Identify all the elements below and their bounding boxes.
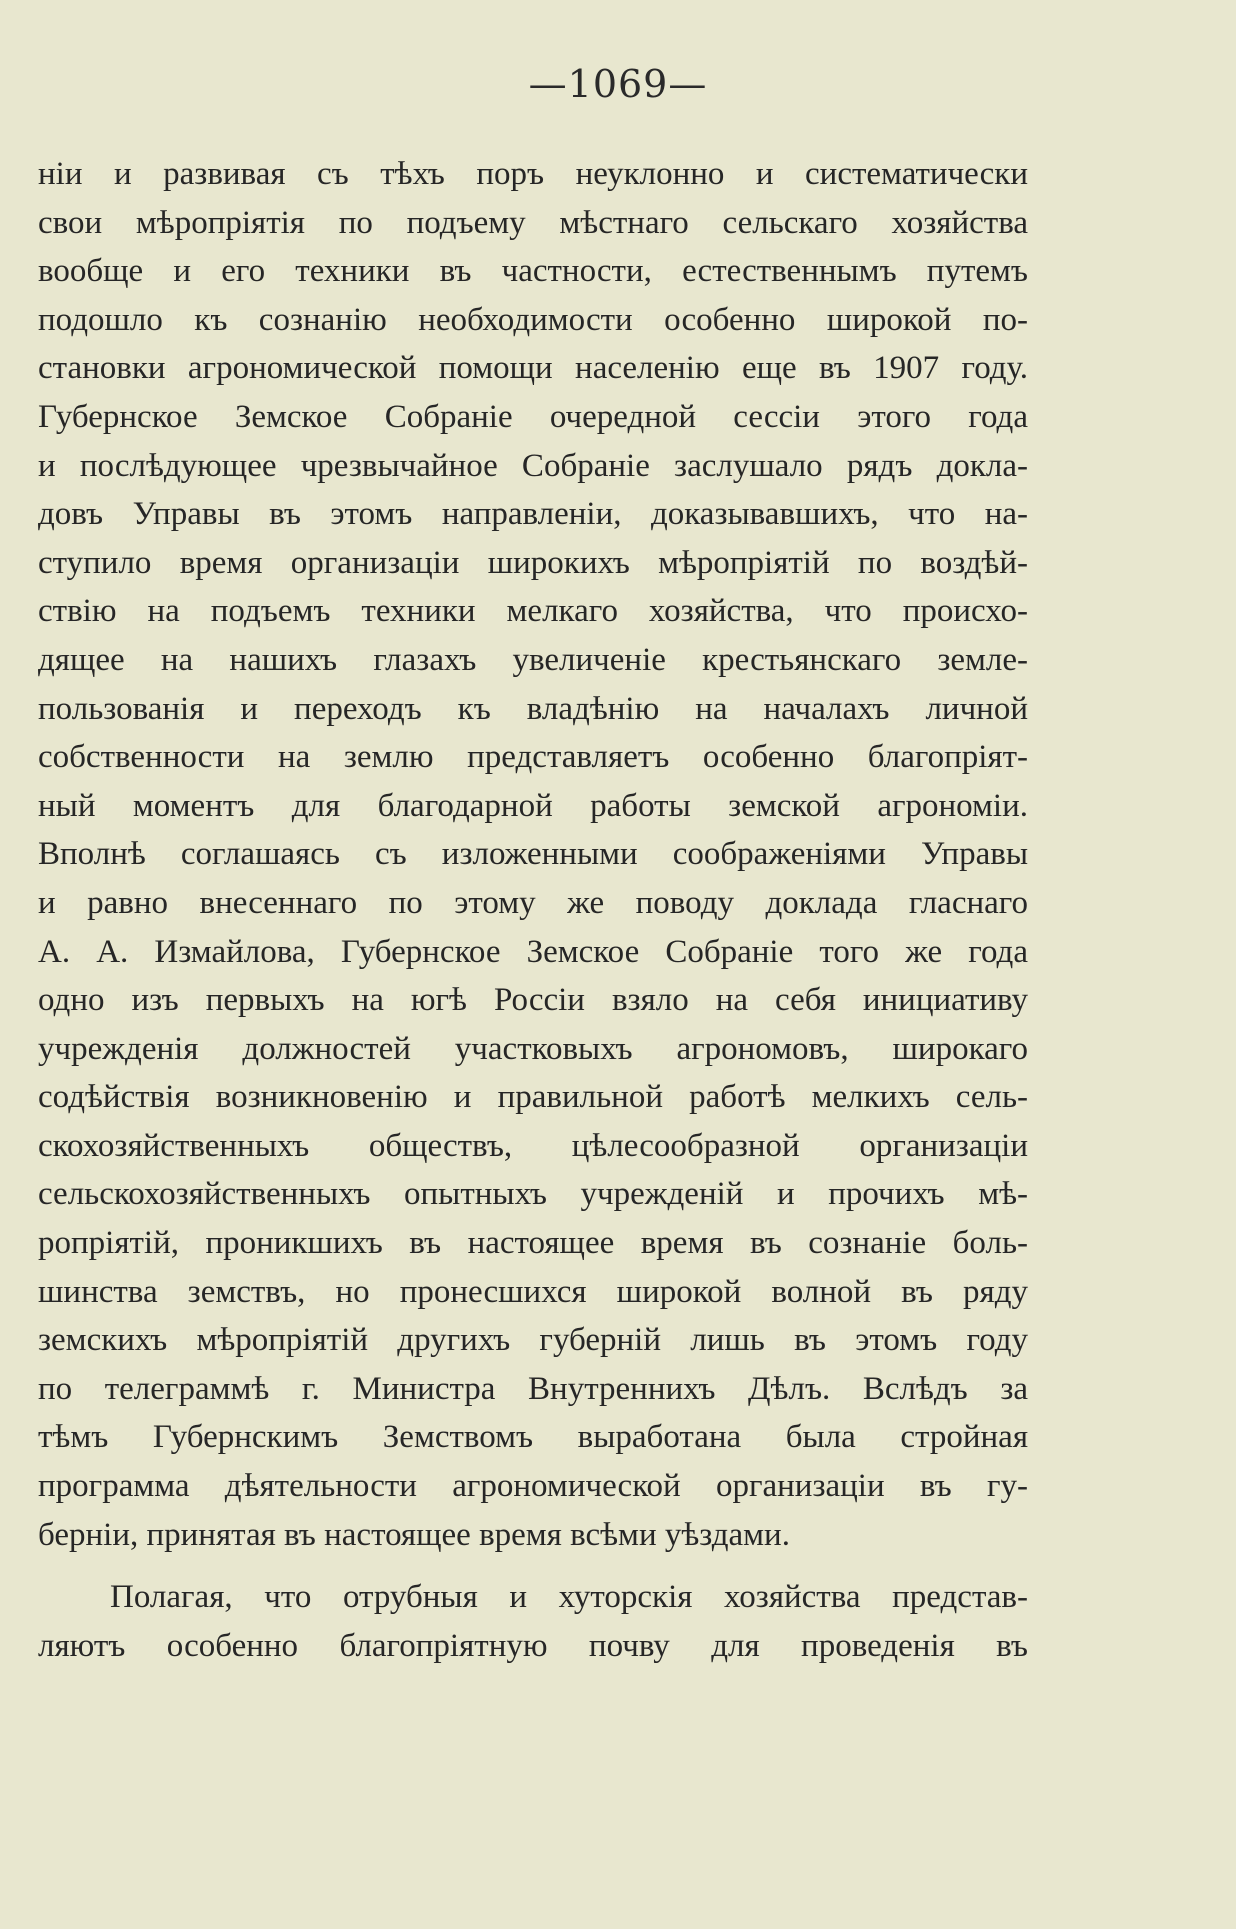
text-line: довъ Управы въ этомъ направленiи, доказывавшихъ, что на- — [38, 496, 1028, 533]
text-line: ствiю на подъемъ техники мелкаго хозяйства, что происхо- — [38, 593, 1028, 630]
text-line: тѣмъ Губернскимъ Земствомъ выработана была стройная — [38, 1419, 1028, 1456]
text-line: становки агрономической помощи населенiю еще въ 1907 году. — [38, 350, 1028, 387]
text-line: скохозяйственныхъ обществъ, цѣлесообразной организацiи — [38, 1127, 1028, 1164]
text-line: учрежденiя должностей участковыхъ агрономовъ, широкаго — [38, 1030, 1028, 1067]
paragraph-spacer — [38, 1559, 1028, 1573]
text-line: нiи и развивая съ тѣхъ поръ неуклонно и систематически — [38, 156, 1028, 192]
paragraph-1 — [38, 150, 1028, 1559]
text-line: вообще и его техники въ частности, естественнымъ путемъ — [38, 253, 1028, 290]
text-line: свои мѣропрiятiя по подъему мѣстнаго сельскаго хозяйства — [38, 204, 1028, 241]
text-line: пользованiя и переходъ къ владѣнiю на началахъ личной — [38, 690, 1028, 727]
text-line: шинства земствъ, но пронесшихся широкой волной въ ряду — [38, 1273, 1028, 1310]
body-text — [38, 150, 1028, 1670]
page-number: —1069— — [528, 62, 708, 106]
text-line: по телеграммѣ г. Министра Внутреннихъ Дѣлъ. Вслѣдъ за — [38, 1370, 1028, 1407]
text-line: дящее на нашихъ глазахъ увеличенiе крестьянскаго земле- — [38, 641, 1028, 678]
text-line: Губернское Земское Собранiе очередной сессiи этого года — [38, 398, 1028, 435]
text-line: А. А. Измайлова, Губернское Земское Собранiе того же года — [38, 933, 1028, 970]
text-line: земскихъ мѣропрiятiй другихъ губернiй лишь въ этомъ году — [38, 1322, 1028, 1359]
text-line: бернiи, принятая въ настоящее время всѣми уѣздами. — [38, 1516, 790, 1553]
text-line: подошло къ сознанiю необходимости особенно широкой по- — [38, 301, 1028, 338]
text-line: Полагая, что отрубныя и хуторскiя хозяйства представ- — [110, 1579, 1028, 1616]
text-line: ляютъ особенно благопрiятную почву для проведенiя въ — [38, 1627, 1028, 1664]
text-line: содѣйствiя возникновенiю и правильной работѣ мелкихъ сель- — [38, 1079, 1028, 1116]
text-line: сельскохозяйственныхъ опытныхъ учрежденiй и прочихъ мѣ- — [38, 1176, 1028, 1213]
text-line: и послѣдующее чрезвычайное Собранiе заслушало рядъ докла- — [38, 447, 1028, 484]
text-line: ный моментъ для благодарной работы земской агрономiи. — [38, 787, 1028, 824]
text-line: и равно внесеннаго по этому же поводу доклада гласнаго — [38, 884, 1028, 921]
text-line: ропрiятiй, проникшихъ въ настоящее время въ сознанiе боль- — [38, 1225, 1028, 1262]
paragraph-2 — [38, 1573, 1028, 1670]
text-line: Вполнѣ соглашаясь съ изложенными соображенiями Управы — [38, 836, 1028, 873]
text-line: ступило время организацiи широкихъ мѣропрiятiй по воздѣй- — [38, 544, 1028, 581]
text-line: одно изъ первыхъ на югѣ Россiи взяло на себя инициативу — [38, 982, 1028, 1019]
text-line: программа дѣятельности агрономической организацiи въ гу- — [38, 1468, 1028, 1505]
text-line: собственности на землю представляетъ особенно благопрiят- — [38, 739, 1028, 776]
